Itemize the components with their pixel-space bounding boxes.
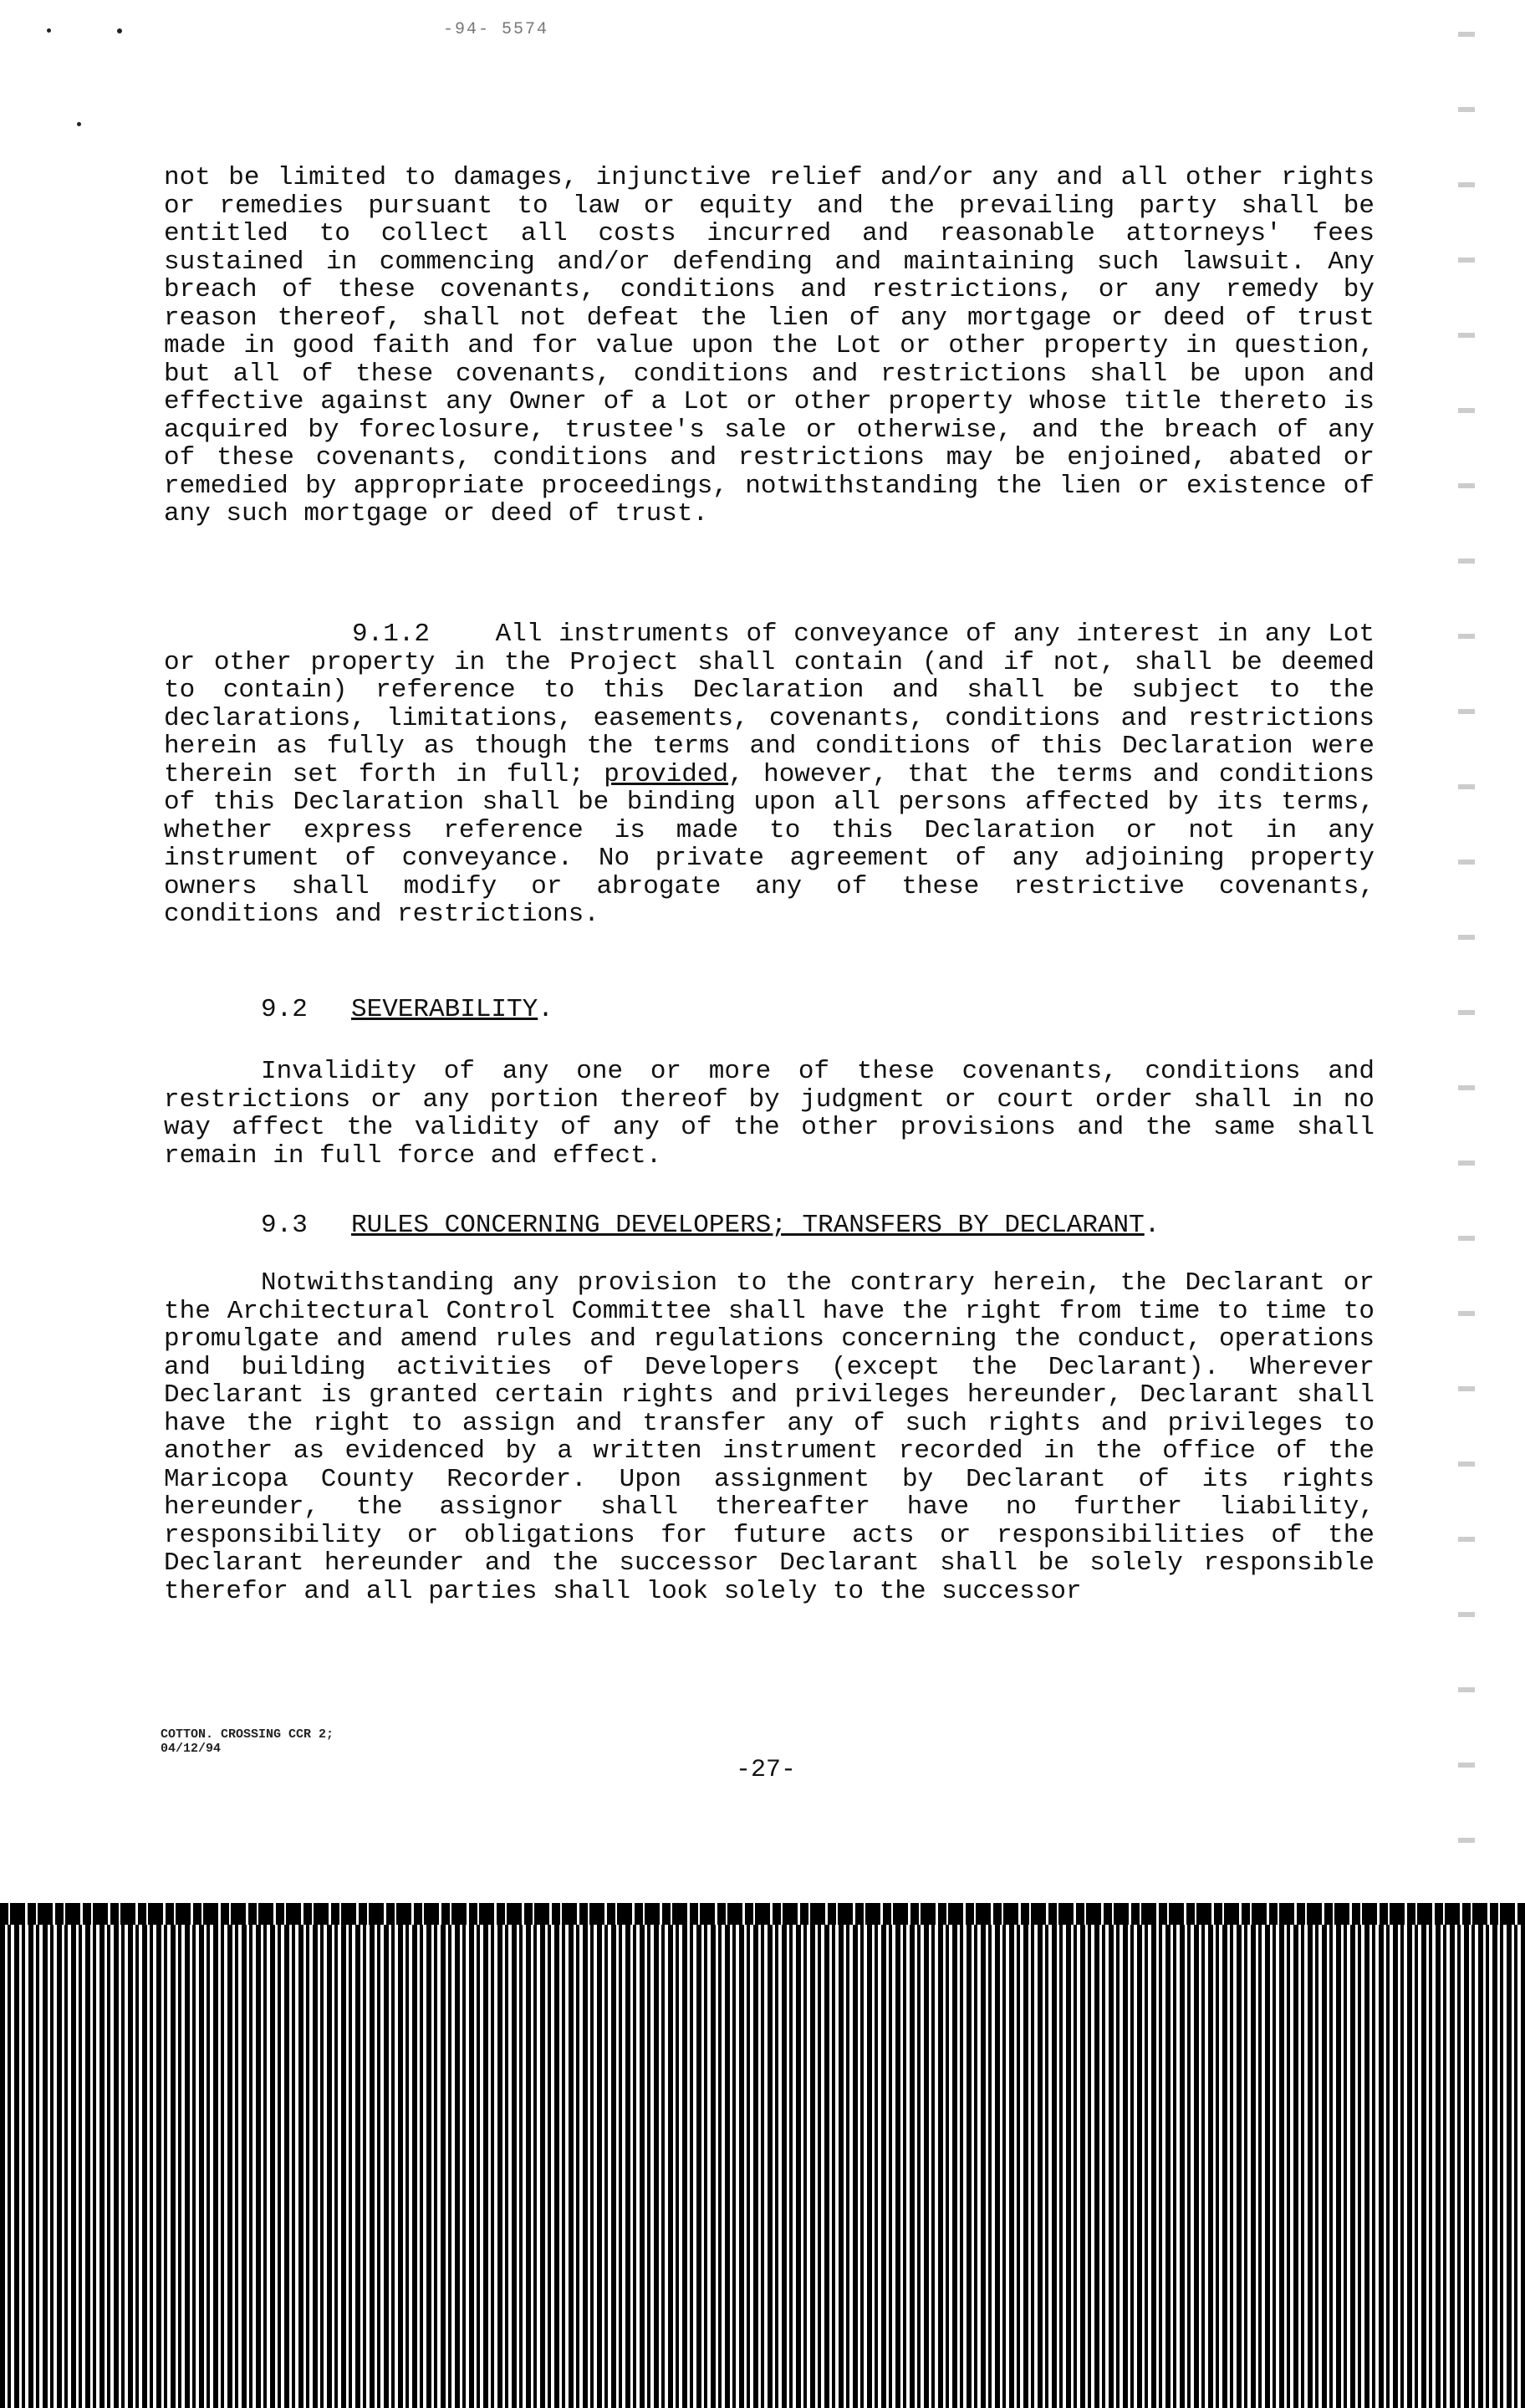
section-number: 9.1.2: [352, 620, 431, 649]
scan-speck: [47, 28, 51, 33]
paragraph-text-part: , however, that the terms and conditions of this Declaration shall be binding upon all persons affected by its terms, whether express reference is made to this Declaration or not in any instrument of conveyance. No private agreement of any adjoining property owners shall modify or abrogate any of these restrictive covenants, conditions and restrictions.: [164, 759, 1375, 929]
paragraph-text: not be limited to damages, injunctive relief and/or any and all other rights or remedies pursuant to law or equity and the prevailing party shall be entitled to collect all costs incurred and reasonable attorneys' fees sustained in commencing and/or defending and maintaining such lawsuit. Any breach of these covenants, conditions and restrictions, or any remedy by reason thereof, shall not defeat the lien of any mortgage or deed of trust made in good faith and for value upon the Lot or other property in question, but all of these covenants, conditions and restrictions shall be upon and effective against any Owner of a Lot or other property whose title thereto is acquired by foreclosure, trustee's sale or otherwise, and the breach of any of these covenants, conditions and restrictions may be enjoined, abated or remedied by appropriate proceedings, notwithstanding the lien or existence of any such mortgage or deed of trust.: [164, 163, 1375, 528]
section-heading-9-2: [261, 995, 553, 1024]
page-number: -27-: [736, 1756, 797, 1784]
scan-edge-marks: [1458, 0, 1475, 1890]
scanner-artifact-band: [0, 1903, 1525, 2408]
scanner-artifact-band-top: [0, 1903, 1525, 1925]
document-identifier: [161, 1727, 334, 1756]
paragraph-text-part: All instruments of conveyance of any interest in any Lot or other property in the Project shall contain (and if not, shall be deemed to contain) reference to this Declaration and shall be subject to the declarations, limitations, easements, covenants, conditions and restrictions herein as fully as though the terms and conditions of this Declaration were therein set forth in full;: [164, 620, 1375, 789]
paragraph-remedies: [164, 164, 1375, 528]
recording-stamp: -94- 5574: [443, 20, 549, 39]
scan-speck: [77, 122, 81, 126]
heading-punct: .: [538, 995, 553, 1024]
section-title: SEVERABILITY: [351, 995, 538, 1024]
section-9-2-body: [164, 1058, 1375, 1170]
section-number: 9.2: [261, 995, 308, 1024]
section-9-1-2: [164, 620, 1375, 929]
section-heading-9-3: [261, 1211, 1160, 1240]
section-title: RULES CONCERNING DEVELOPERS; TRANSFERS BY DECLARANT: [351, 1211, 1145, 1240]
document-id: COTTON. CROSSING CCR 2;: [161, 1727, 334, 1742]
paragraph-text: Notwithstanding any provision to the contrary herein, the Declarant or the Architectural Control Committee shall have the right from time to time to promulgate and amend rules and regulations concerning the conduct, operations and building activities of Developers (except the Declarant). Wherever Declarant is granted certain rights and privileges hereunder, Declarant shall have the right to assign and transfer any of such rights and privileges to another as evidenced by a written instrument recorded in the office of the Maricopa County Recorder. Upon assignment by Declarant of its rights hereunder, the assignor shall thereafter have no further liability, responsibility or obligations for future acts or responsibilities of the Declarant hereunder and the successor Declarant shall be solely responsible therefor and all parties shall look solely to the successor: [164, 1268, 1375, 1606]
section-9-3-body: [164, 1269, 1375, 1605]
paragraph-text: [164, 620, 1375, 929]
heading-punct: .: [1144, 1211, 1160, 1240]
provided-term: provided: [604, 759, 729, 789]
document-date: 04/12/94: [161, 1742, 222, 1756]
section-number: 9.3: [261, 1211, 308, 1240]
scan-speck: [117, 28, 122, 33]
paragraph-text: Invalidity of any one or more of these covenants, conditions and restrictions or any portion thereof by judgment or court order shall in no way affect the validity of any of the other provisions and the same shall remain in full force and effect.: [164, 1057, 1375, 1171]
